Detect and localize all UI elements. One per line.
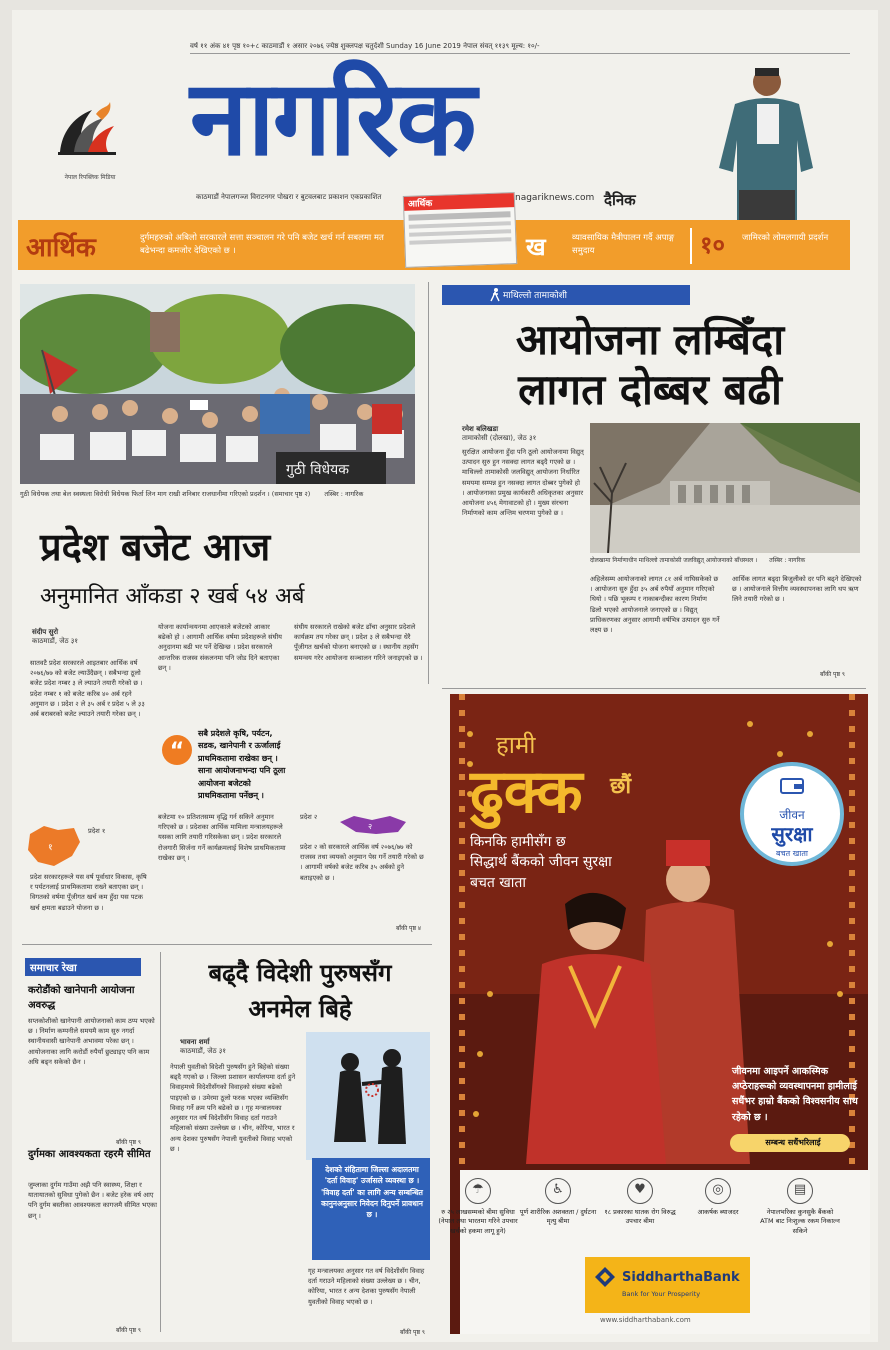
budget-col1: सातवटै प्रदेश सरकारले आइतबार आर्थिक वर्ष २०७६/७७ को बजेट ल्याउँदैछन् । सबैभन्दा ठूलो बजेट प्रदेश नम्बर ३ ले ल्याउने तयारी गरेको छ । प्रदेश नम्बर १ को बजेट करिब ४० अर्ब रहने अनुमान छ । प्रदेश २ ले ३५ अर्ब र प्रदेश ५ ले ३३ अर्ब बराबरको बजेट ल्याउने तयारी गरेका छन् ।	[30, 659, 145, 719]
photo1-caption-text: गुठी विधेयक तथा बेल स्वस्थला विरोधी विधेयक फिर्ता लिन माग राखी शनिबार राजधानीमा गरिएको प्रदर्शन । (समाचार पृष्ठ २)	[20, 490, 311, 498]
couple-silhouette-illustration	[306, 1032, 430, 1160]
province1-map-icon	[24, 822, 84, 870]
ad-feature-item	[599, 1178, 681, 1227]
foreign-body-text: नेपाली युवतीको विदेशी पुरुषसँग हुने बिहेको संख्या बढ्दै गएको छ । जिल्ला प्रशासन कार्यालयमा दर्ता हुने विवाहमध्ये विदेशीसँगको विवाहको संख्या बढेको पाइएको छ । उमेरमा ठूलो फरक भएका व्यक्तिसँग विवाह गर्ने क्रम पनि बढेको छ ।	[170, 1063, 296, 1112]
promo-thumbnail[interactable]	[403, 192, 517, 268]
badge-line3: बचत खाता	[776, 849, 808, 858]
brief1-headline[interactable]: करोडौंको खानेपानी आयोजना अवरुद्ध	[28, 985, 135, 1011]
ad-feature-item	[759, 1178, 841, 1236]
section-rule-2	[22, 944, 432, 945]
ad-feature-text: पूर्ण शारीरिक अशक्तता / दुर्घटना मृत्यु बीमा	[519, 1208, 597, 1226]
promo-item3-number: १०	[700, 231, 725, 259]
foreign-headline-line2: अनमेल बिहे	[248, 995, 352, 1023]
budget-col1b: प्रदेश सरकारहरूले यस वर्ष पूर्वाधार विकास, कृषि र पर्यटनलाई प्राथमिकतामा राख्ने बताएका छन् । विगतको वर्षमा पूँजीगत खर्च कम हुँदा यस पटक खर्च क्षमता बढाउने योजना छ ।	[30, 873, 147, 912]
budget-byline	[32, 628, 78, 646]
budget-col2: योजना कार्यान्वयनमा आएकाले बजेटको आकार बढेको हो । आगामी आर्थिक वर्षमा प्रदेशहरूले संघीय अनुदानमा बढी भर पर्ने देखिन्छ । प्रदेश सरकारले आन्तरिक राजस्व संकलनमा पनि जोड दिने बताएका छन् ।	[158, 623, 283, 672]
promo-teaser-text[interactable]: दुर्गमहरुको अबिलो सरकारले सत्ता सञ्चालन गरे पनि बजेट खर्च गर्न सबलमा मत बढेभन्दा कमजोर देखिएको छ ।	[140, 233, 384, 257]
masthead-url[interactable]: nagariknews.com	[515, 193, 595, 203]
dam-photo-caption	[590, 556, 860, 564]
lead-body-column-3: आर्थिक लागत बढ्दा बिजुलीको दर पनि बढ्ने देखिएको छ । आयोजनाले वित्तीय व्यवस्थापनका लागि थप ऋण लिने तयारी गरेको छ ।	[732, 575, 862, 604]
ad-feature-item	[437, 1178, 519, 1236]
promo-item3-text[interactable]: जामिरको लोमलगायी प्रदर्शन	[742, 233, 829, 243]
svg-text:१: १	[48, 843, 53, 853]
budget-byline-place: काठमाडौं, जेठ ३१	[32, 637, 79, 645]
budget-headline[interactable]: प्रदेश बजेट आज	[40, 525, 271, 569]
budget-continued[interactable]: बाँकी पृष्ठ ४	[396, 925, 422, 932]
budget-byline-name: संदीप सुरो	[32, 628, 59, 636]
masthead-daily: दैनिक	[604, 191, 636, 209]
ad-feature-text: १८ प्रकारका घातक रोग विरुद्ध उपचार बीमा	[604, 1208, 676, 1226]
lead-tag[interactable]: माथिल्लो तामाकोशी	[503, 291, 568, 301]
ad-feature-text: आकर्षक ब्याजदर	[697, 1208, 739, 1216]
ad-copy-line2: सिद्धार्थ बैंकको जीवन सुरक्षा	[470, 854, 612, 871]
foreign-headline[interactable]	[170, 955, 430, 1027]
dam-photo-credit: तस्बिर : नागरिक	[769, 557, 806, 564]
ad-dhukka: ढुक्क	[470, 757, 583, 827]
ad-copy-line1: किनकि हामीसँग छ	[470, 834, 566, 850]
ad-copy-line3: बचत खाता	[470, 874, 526, 891]
budget-subheadline[interactable]: अनुमानित आँकडा २ खर्ब ५४ अर्ब	[40, 584, 305, 609]
ad-copy	[470, 832, 730, 893]
dateline: वर्ष ११ अंक ४१ पृष्ठ १०+८ काठमाडौं १ असार २०७६ ज्येष्ठ शुक्लपक्ष चतुर्दशी Sunday 16 June 2019 नेपाल संवत् ११३९ मूल्य: १०/-	[190, 42, 540, 50]
photo1-caption	[20, 489, 415, 498]
dateline-rule	[190, 53, 850, 54]
budget-col3: संघीय सरकारले राखेको बजेट ढाँचा अनुसार प्रदेशले कार्यक्रम तय गरेका छन् । प्रदेश ३ ले सबैभन्दा धेरै पूँजीगत खर्चको योजना बनाएको छ । स्थानीय तहसँग समन्वय गरेर आयोजना सञ्चालन गरिने जनाइएको छ ।	[294, 623, 423, 662]
runner-icon	[490, 288, 500, 302]
republica-emblem-icon	[52, 100, 122, 170]
foreign-body-col2: गृह मन्त्रालयका अनुसार गत वर्ष विदेशीसँग विवाह दर्ता गराउने महिलाको संख्या उल्लेख्य छ । चीन, कोरिया, भारत र अन्य देशका पुरुषसँग नेपाली युवतीको विवाह भएको छ ।	[308, 1267, 425, 1306]
budget-col3b: प्रदेश २ को सरकारले आर्थिक वर्ष २०७६/७७ को राजस्व तथा व्ययको अनुमान पेस गर्ने तयारी गरेको छ । आगामी वर्षको बजेट करिब ३५ अर्बको हुने बताइएको छ ।	[300, 843, 424, 882]
lead-body-column-2: अहिलेसम्म आयोजनाको लागत ८१ अर्ब नाघिसकेको छ । आयोजना सुरु हुँदा ३५ अर्ब रुपैयाँ अनुमान गरिएको थियो । पछि भूकम्प र नाकाबन्दीका कारण निर्माण ढिलो भएको आयोजनाले जनाएको छ । विद्युत् प्राधिकरणका अनुसार आगामी वर्षभित्र उत्पादन सुरु गर्ने लक्ष्य छ ।	[590, 575, 720, 635]
budget-col2b: बजेटमा १० प्रतिशतसम्म वृद्धि गर्न सकिने अनुमान गरिएको छ । प्रदेशका आर्थिक मामिला मन्त्रालयहरूले यसका लागि तयारी गरिसकेका छन् । प्रदेश सरकारले रोजगारी सिर्जना गर्ने कार्यक्रमलाई विशेष प्राथमिकतामा राखेका छन् ।	[158, 813, 286, 862]
lead-headline-line2: लागत दोब्बर बढी	[518, 364, 782, 414]
logo-caption: नेपाल रिपब्लिक मिडिया	[64, 174, 116, 181]
column-rule-brief	[160, 952, 161, 1332]
budget-pullquote: सबै प्रदेशले कृषि, पर्यटन, सडक, खानेपानी र ऊर्जालाई प्राथमिकतामा राखेका छन् । साना आयोजनाभन्दा पनि ठूला आयोजना बजेटको प्राथमिकतामा पर्नेछन् ।	[198, 729, 286, 800]
dam-photo	[590, 423, 860, 553]
column-rule-vertical	[428, 282, 429, 684]
foreign-byline	[180, 1038, 226, 1056]
foreign-continued[interactable]: बाँकी पृष्ठ ९	[400, 1329, 426, 1336]
lead-continued[interactable]: बाँकी पृष्ठ ९	[820, 671, 846, 678]
lead-byline	[462, 425, 536, 443]
wheelchair-icon: ♿	[545, 1178, 571, 1204]
news-brief-label: समाचार रेखा	[30, 963, 77, 974]
protest-photo	[20, 284, 415, 484]
ad-feature-text: नेपालभरिका कुनसुकै बैंकको ATM बाट निःशुल्क रकम निकाल्न सकिने	[760, 1208, 840, 1235]
badge-line2: सुरक्षा	[771, 822, 813, 846]
atm-icon: ▤	[787, 1178, 813, 1204]
heart-icon: ♥	[627, 1178, 653, 1204]
umbrella-icon: ☂	[465, 1178, 491, 1204]
brief2-continued[interactable]: बाँकी पृष्ठ ९	[116, 1327, 142, 1334]
promo-thumb-label: आर्थिक	[404, 193, 514, 211]
foreign-byline-name: भावना शर्मा	[180, 1038, 210, 1046]
foreign-headline-line1: बढ्दै विदेशी पुरुषसँग	[208, 959, 392, 987]
ad-chhau: छौं	[610, 774, 632, 799]
promo-item2-number: ख	[526, 233, 546, 261]
lead-body-column: सुरक्षित आयोजना हुँदा पनि ठूलो आयोजनामा विद्युत् उत्पादन सुरु हुन नसक्दा लागत बढ्दै गएको छ । माथिल्लो तामाकोसी जलविद्युत् आयोजना निर्धारित समयमा सम्पन्न हुन नसक्दा लागत दोब्बर पुगेको हो । आयोजनाका प्रमुख कार्यकारी अधिकृतका अनुसार आयोजना ४५६ मेगावाटको हो । मुख्य संरचना निर्माणको काम अन्तिम चरणमा पुगेको छ ।	[462, 448, 584, 518]
foreign-body-text-2: गृह मन्त्रालयका अनुसार गत वर्ष विदेशीसँग विवाह दर्ता गराउने महिलाको संख्या उल्लेख्य छ । चीन, कोरिया, भारत र अन्य देशका पुरुषसँग नेपाली युवतीको विवाह भएको छ ।	[170, 1103, 295, 1153]
province1-label: प्रदेश १	[88, 827, 106, 835]
foreign-info-text: देशको संहितामा जिल्ला अदालतमा 'दर्ता विवाह' उर्जासले व्यवस्था छ । 'विवाह दर्ता' का लागि अन्य सम्बन्धित कानुनअनुसार निवेदन दिनुपर्ने प्रावधान छ ।	[321, 1165, 423, 1219]
svg-text:२: २	[368, 822, 373, 831]
coins-icon: ◎	[705, 1178, 731, 1204]
promo-divider	[690, 228, 692, 264]
foreign-body-col1	[170, 1062, 298, 1318]
foreign-byline-place: काठमाडौं, जेठ ३१	[180, 1047, 227, 1055]
ad-tagline: सम्बन्ध सधैंभरिलाई	[765, 1138, 821, 1147]
province2-label: प्रदेश २	[300, 813, 318, 821]
promo-item2-text[interactable]: व्यावसायिक मैत्रीपालन गर्दै अपाङ्ग समुदाय	[572, 233, 675, 257]
brief1-body: सप्तकोशीको खानेपानी आयोजनाको काम ठप्प भएको छ । निर्माण कम्पनीले समयमै काम सुरु नगर्दा स्थानीयवासी खानेपानी अभावमा परेका छन् । आयोजनाका लागि करोडौं रुपैयाँ छुट्याइए पनि काम अघि बढ्न सकेको छैन ।	[28, 1017, 155, 1066]
photo1-credit: तस्बिर : नागरिक	[324, 490, 364, 498]
brief1-continued[interactable]: बाँकी पृष्ठ ९	[116, 1139, 142, 1146]
masthead-title: नागरिक	[190, 57, 475, 179]
protest-banner-text: गुठी विधेयक	[286, 462, 349, 478]
lead-headline[interactable]	[440, 315, 860, 414]
section-rule	[442, 688, 866, 689]
ad-hami: हामी	[496, 731, 536, 759]
bank-tagline: Bank for Your Prosperity	[622, 1290, 701, 1298]
masthead-subline: काठमाडौं नेपालगञ्ज विराटनगर पोखरा र बुटवलबाट प्रकाशन एकप्रकाशित	[196, 193, 382, 201]
bank-diamond-icon	[594, 1266, 616, 1288]
lead-headline-line1: आयोजना लम्बिँदा	[515, 315, 785, 364]
brief2-headline[interactable]: दुर्गमका आवश्यकता रहरमै सीमित	[28, 1149, 151, 1160]
cricketer-photo	[705, 60, 840, 222]
ad-right-text: जीवनमा आइपर्ने आकस्मिक अप्ठेराहरूको व्यवस्थापनमा हामीलाई सधैंभर हाम्रो बैंकको विश्वसनीय साथ रहेको छ ।	[732, 1066, 858, 1123]
bank-name: SiddharthaBank	[622, 1270, 740, 1285]
lead-byline-name: रमेश बलिखडा	[462, 425, 499, 433]
promo-section-label[interactable]: आर्थिक	[26, 233, 96, 263]
lead-byline-place: तामाकोसी (दोलखा), जेठ ३१	[462, 434, 537, 442]
ad-feature-item	[517, 1178, 599, 1227]
ad-feature-item	[677, 1178, 759, 1217]
brief2-body: जुम्लाका दुर्गम गाउँमा अझै पनि स्वास्थ्य, शिक्षा र यातायातको सुविधा पुगेको छैन । बजेट हरेक वर्ष आए पनि दुर्गम बस्तीका आवश्यकता कागजमै सीमित भएका छन् ।	[28, 1181, 157, 1220]
ad-feature-text: रु २५ लाखसम्मको बीमा सुविधा (नेपाल तथा भारतमा गरिने उपचार खर्चको हकमा लागू हुने)	[438, 1208, 518, 1235]
badge-line1: जीवन	[779, 808, 805, 822]
wallet-icon	[780, 776, 804, 794]
quote-icon: “	[162, 735, 192, 765]
province2-map-icon	[338, 812, 408, 838]
bank-url[interactable]: www.siddharthabank.com	[600, 1316, 691, 1324]
dam-photo-caption-text: दोलखामा निर्माणाधीन माथिल्लो तामाकोसी जलविद्युत् आयोजनाको बाँधस्थल ।	[590, 557, 758, 564]
